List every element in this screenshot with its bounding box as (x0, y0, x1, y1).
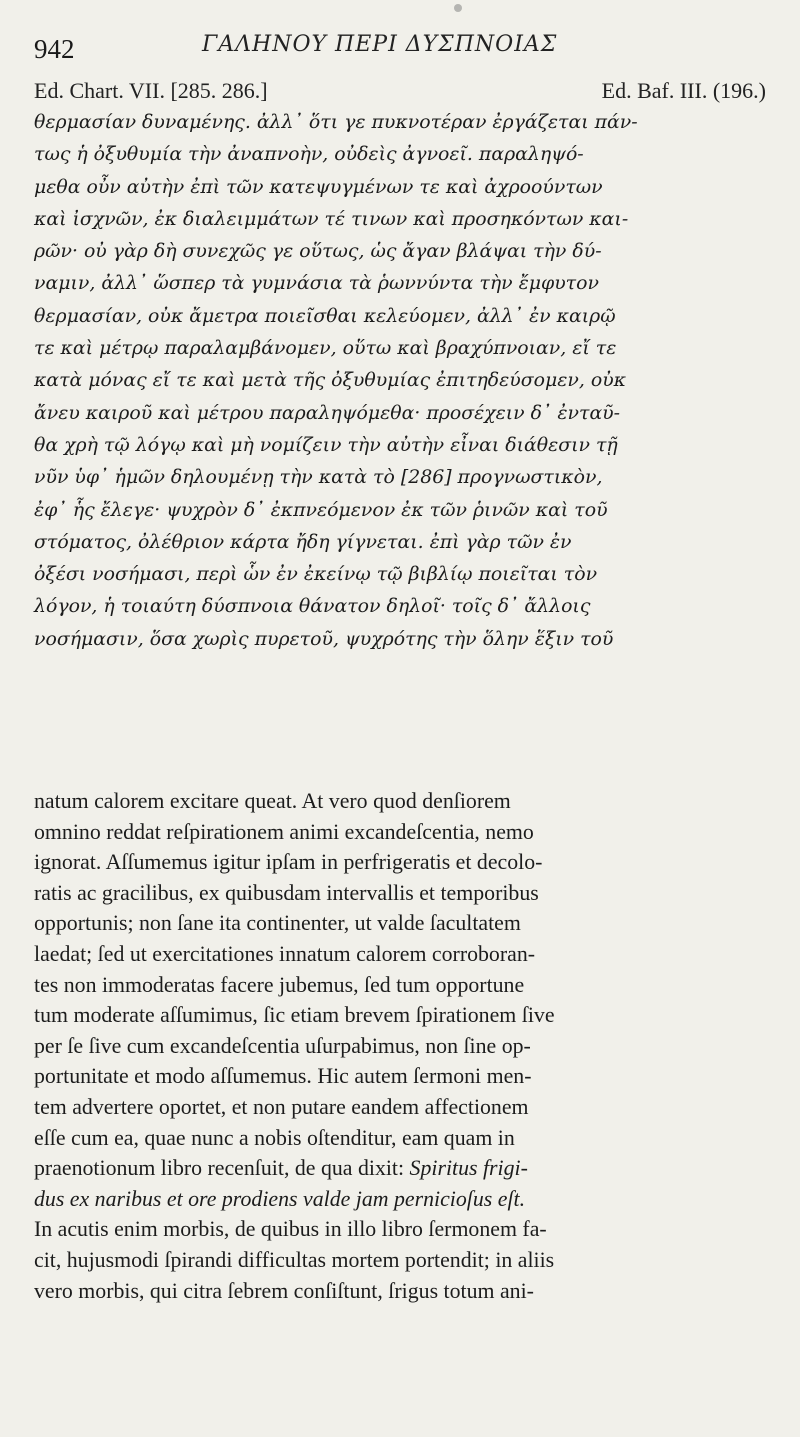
edition-references (34, 78, 766, 108)
greek-line: θα χρὴ τῷ λόγῳ καὶ μὴ νομίζειν τὴν αὐτὴν εἶναι διάθεσιν τῇ (34, 433, 618, 456)
greek-line: ρῶν· οὐ γὰρ δὴ συνεχῶς γε οὕτως, ὡς ἄγαν βλάψαι τὴν δύ- (34, 240, 602, 263)
latin-line-text: eſſe cum ea, quae nunc a nobis oſtenditur, eam quam in (34, 1124, 515, 1150)
greek-line: ἄνευ καιροῦ καὶ μέτρου παραληψόμεθα· προσέχειν δ᾿ ἐνταῦ- (34, 401, 621, 424)
greek-line: καὶ ἰσχνῶν, ἐκ διαλειμμάτων τέ τινων καὶ προσηκόντων και- (34, 207, 629, 230)
latin-line (34, 1031, 769, 1062)
latin-line (34, 1245, 769, 1276)
latin-line (34, 1153, 769, 1184)
latin-line (34, 1184, 769, 1215)
latin-line-text: tem advertere oportet, et non putare eandem affectionem (34, 1093, 529, 1119)
latin-line-text: laedat; ſed ut exercitationes innatum calorem corroboran- (34, 940, 536, 966)
latin-text-block (34, 786, 774, 1306)
latin-line (34, 847, 769, 878)
page-number: 942 (34, 34, 75, 64)
greek-line: κατὰ μόνας εἴ τε καὶ μετὰ τῆς ὀξυθυμίας ἐπιτηδεύσομεν, οὐκ (34, 369, 627, 392)
latin-line-text: ignorat. Aſſumemus igitur ipſam in perfrigeratis et decolo- (34, 849, 543, 875)
greek-line: θερμασίαν δυναμένης. ἀλλ᾿ ὅτι γε πυκνοτέραν ἐργάζεται πάν- (34, 111, 638, 133)
latin-line (34, 1061, 769, 1092)
latin-line-text: opportunis; non ſane ita continenter, ut valde ſacultatem (34, 910, 521, 936)
latin-line (34, 908, 769, 939)
edition-chart-reference: Ed. Chart. VII. [285. 286.] (34, 78, 268, 103)
greek-line: στόματος, ὀλέθριον κάρτα ἤδη γίγνεται. ἐπὶ γὰρ τῶν ἐν (34, 530, 572, 553)
latin-line-text: per ſe ſive cum excandeſcentia uſurpabimus, non ſine op- (34, 1032, 531, 1058)
latin-line (34, 786, 769, 817)
greek-line: μεθα οὖν αὐτὴν ἐπὶ τῶν κατεψυγμένων τε καὶ ἀχροούντων (34, 175, 603, 198)
latin-line (34, 1123, 769, 1154)
latin-line-text: ratis ac gracilibus, ex quibusdam intervallis et temporibus (34, 879, 539, 905)
edition-basel-reference: Ed. Baf. III. (196.) (601, 78, 766, 103)
running-title: ΓΑΛΗΝΟΥ ΠΕΡΙ ΔΥΣΠΝΟΙΑΣ (202, 32, 558, 57)
latin-line (34, 878, 769, 909)
latin-line (34, 1000, 769, 1031)
ink-speck (454, 4, 462, 12)
greek-text-block (34, 106, 774, 655)
latin-line-text: cit, hujusmodi ſpirandi difficultas mortem portendit; in aliis (34, 1246, 555, 1272)
latin-line (34, 1276, 769, 1307)
greek-line: νοσήμασιν, ὅσα χωρὶς πυρετοῦ, ψυχρότης τὴν ὅλην ἕξιν τοῦ (34, 627, 614, 650)
latin-line-text: portunitate et modo aſſumemus. Hic autem ſermoni men- (34, 1063, 532, 1089)
latin-line-text: vero morbis, qui citra ſebrem conſiſtunt, ſrigus totum ani- (34, 1277, 534, 1303)
greek-line: νῦν ὑφ᾿ ἡμῶν δηλουμένῃ τὴν κατὰ τὸ [286] προγνωστικὸν, (34, 466, 603, 489)
greek-line: τως ἡ ὀξυθυμία τὴν ἀναπνοὴν, οὐδεὶς ἀγνοεῖ. παραληψό- (34, 143, 584, 166)
latin-line-text: tum moderate aſſumimus, ſic etiam brevem ſpirationem ſive (34, 1002, 555, 1028)
greek-line: ὀξέσι νοσήμασι, περὶ ὧν ἐν ἐκείνῳ τῷ βιβλίῳ ποιεῖται τὸν (34, 563, 598, 586)
greek-line: λόγον, ἡ τοιαύτη δύσπνοια θάνατον δηλοῖ· τοῖς δ᾿ ἄλλοις (34, 595, 591, 618)
greek-line: ναμιν, ἀλλ᾿ ὥσπερ τὰ γυμνάσια τὰ ῥωννύντα τὴν ἔμφυτον (34, 272, 599, 295)
latin-line-text: natum calorem excitare queat. At vero quod denſiorem (34, 788, 511, 813)
latin-line (34, 1092, 769, 1123)
latin-line-text: omnino reddat reſpirationem animi excandeſcentia, nemo (34, 818, 534, 844)
latin-line (34, 1214, 769, 1245)
latin-line (34, 970, 769, 1001)
greek-line: θερμασίαν, οὐκ ἄμετρα ποιεῖσθαι κελεύομεν, ἀλλ᾿ ἐν καιρῷ (34, 304, 616, 327)
page-header (34, 30, 766, 66)
greek-line: ἐφ᾿ ἧς ἔλεγε· ψυχρὸν δ᾿ ἐκπνεόμενον ἐκ τῶν ῥινῶν καὶ τοῦ (34, 498, 608, 521)
latin-line-text: praenotionum libro recenſuit, de qua dixit: (34, 1155, 410, 1181)
latin-line-text: In acutis enim morbis, de quibus in illo libro ſermonem fa- (34, 1216, 547, 1242)
latin-line (34, 939, 769, 970)
latin-quotation: Spiritus frigi- (409, 1155, 528, 1181)
latin-line-text: tes non immoderatas facere jubemus, ſed tum opportune (34, 971, 525, 997)
latin-quotation: dus ex naribus et ore prodiens valde jam pernicioſus eſt. (34, 1185, 526, 1211)
latin-line (34, 817, 769, 848)
greek-line: τε καὶ μέτρῳ παραλαμβάνομεν, οὕτω καὶ βραχύπνοιαν, εἴ τε (34, 337, 617, 360)
